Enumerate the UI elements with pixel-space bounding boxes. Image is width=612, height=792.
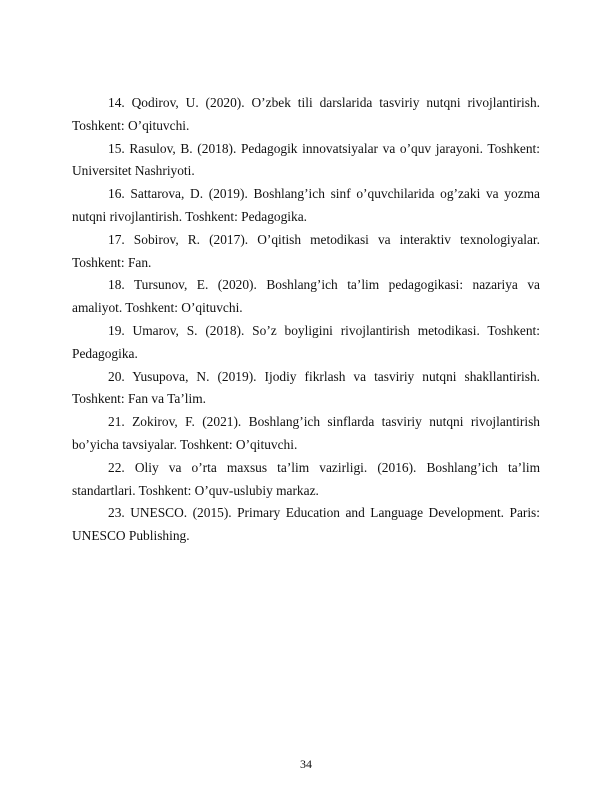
reference-item: 14. Qodirov, U. (2020). O’zbek tili darslarida tasviriy nutqni rivojlantirish. Toshkent: O’qituvchi.: [72, 95, 540, 133]
reference-item: 19. Umarov, S. (2018). So’z boyligini rivojlantirish metodikasi. Toshkent: Pedagogika.: [72, 322, 540, 361]
reference-item: 18. Tursunov, E. (2020). Boshlang’ich ta’lim pedagogikasi: nazariya va amaliyot. Toshkent: O’qituvchi.: [72, 277, 540, 316]
reference-list: [72, 92, 540, 548]
reference-item: 20. Yusupova, N. (2019). Ijodiy fikrlash va tasviriy nutqni shakllantirish. Toshkent: Fan va Ta’lim.: [72, 368, 540, 407]
page-number: 34: [300, 757, 312, 771]
reference-item: 16. Sattarova, D. (2019). Boshlang’ich sinf o’quvchilarida og’zaki va yozma nutqni rivojlantirish. Toshkent: Pedagogika.: [72, 186, 540, 224]
reference-item: 21. Zokirov, F. (2021). Boshlang’ich sinflarda tasviriy nutqni rivojlantirish bo’yicha tavsiyalar. Toshkent: O’qituvchi.: [72, 414, 540, 452]
reference-item: 15. Rasulov, B. (2018). Pedagogik innovatsiyalar va o’quv jarayoni. Toshkent: Universitet Nashriyoti.: [72, 140, 540, 179]
reference-item: 17. Sobirov, R. (2017). O’qitish metodikasi va interaktiv texnologiyalar. Toshkent: Fan.: [72, 231, 540, 270]
reference-item: 23. UNESCO. (2015). Primary Education and Language Development. Paris: UNESCO Publishing.: [72, 505, 540, 544]
reference-item: 22. Oliy va o’rta maxsus ta’lim vazirligi. (2016). Boshlang’ich ta’lim standartlari. Toshkent: O’quv-uslubiy markaz.: [72, 459, 540, 498]
